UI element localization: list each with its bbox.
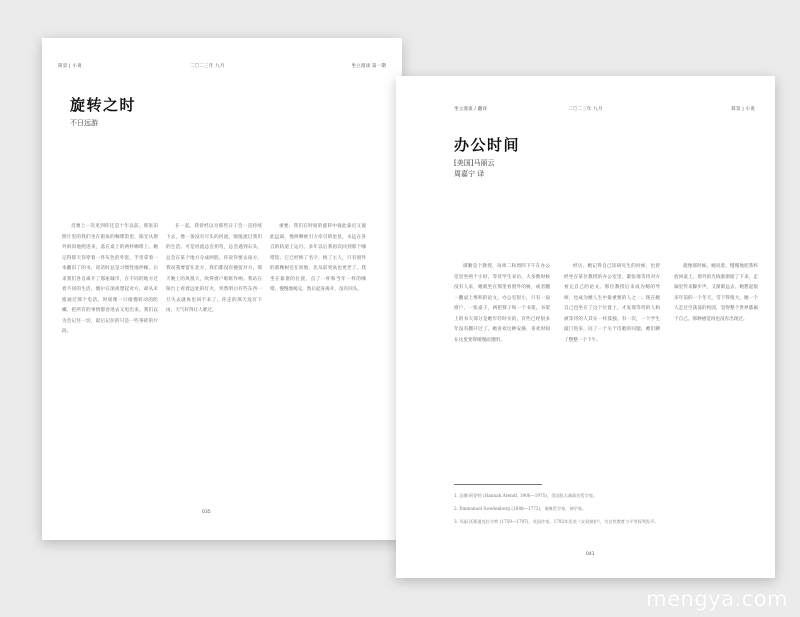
right-column-3-text: 就像那时候。她说着，慢慢地把茶杯放回桌上。窗外的光线渐渐暗了下来，走廊里传来脚步声，又渐渐远去。她想起很多年前的一个冬天，雪下得很大，她一个人走过空荡荡的校园，觉得整个世界都属于自己。那种感觉再也没有出现过。: [674, 264, 758, 322]
story-author-right: [美国]马丽云: [454, 159, 495, 167]
right-page: [396, 76, 775, 578]
right-header-center: 二〇二三年 九月: [568, 107, 603, 112]
right-header-left: 坐立漫谈 / 翻译: [454, 107, 488, 112]
footnote-3: 3. 玛丽·沃斯通克拉夫特 (1759—1797)，英国作家，1792年发表《女权辩护》，为女性教育与平等权利发声。: [454, 519, 659, 524]
footnote-2: 2. Emmanuel Swedenborg (1688—1772)，瑞典哲学家、神学家。: [454, 506, 587, 511]
story-title: 旋转之时: [70, 96, 137, 114]
left-header-center: 二〇二三年 九月: [190, 64, 225, 69]
right-column-1: [454, 262, 550, 438]
left-column-2-text: 在一起。我曾经以为那些日子会一直持续下去，像一条没有尽头的河流，缓缓流过我们的生活。可是河流总会拐弯，总会遇到石头，总会在某个地方分成两股。你说你要去南方，我说我要留在北方，我们都没有挽留对方。那天晚上的风很大，吹得窗户哐哐作响。我站在阳台上看着远处的灯火，突然明白有些东西一旦失去就再也回不来了。你走的那天没有下雨，天气好得让人难过。: [166, 224, 262, 313]
right-page-number: 041: [586, 552, 595, 557]
watermark: mengya.com: [646, 587, 788, 611]
left-column-1: [62, 222, 158, 506]
right-column-3: [674, 262, 758, 436]
footnote-1: 1. 汉娜·阿伦特 (Hannah Arendt, 1906—1975)，美国犹太裔政治哲学家。: [454, 493, 598, 498]
right-header-right: 简景 | 小说: [731, 107, 755, 112]
story-translator: 周嘉宁 译: [454, 170, 485, 178]
right-column-2: [564, 262, 660, 476]
left-page: [42, 38, 402, 540]
left-column-3-text: 重要。我们在时间的旋转中彼此靠近又彼此远离，像两颗被引力牵引的星星，永远在各自的轨道上运行。多年以后我再次回到那个咖啡馆，它已经换了名字，换了主人，只有窗外的那棵树还在原地，比从前更高也更老了。我坐在靠窗的位置，点了一杯和当年一样的咖啡，慢慢地喝完，然后起身离开，没有回头。: [270, 224, 366, 292]
left-page-number: 035: [202, 510, 211, 515]
right-page-header: [396, 76, 775, 112]
left-column-3: [270, 222, 366, 464]
right-column-2-text: 经历。她记得自己读研究生的时候，也曾经坐在某位教授的办公室里，紧张地等待对方看完自己的论文。那位教授后来成为她的导师，也成为她人生中最重要的人之一。现在她自己也坐在了这个位置上，才发现等待的人和被等待的人其实一样孤独。有一次，一个学生敲门进来，问了一个关于诗歌的问题，她们聊了整整一个下午。: [564, 264, 660, 343]
left-column-1-text: 肖雅上一次见到你还是十年以前。那张旧照片里的我们坐在街角的咖啡馆里，阳光从窗外斜斜地照进来，落在桌上的两杯咖啡上。她记得那天你穿着一件灰色的外套，手里拿着一本翻旧了的书，说话时总是习惯性地停顿。后来我们各自离开了那座城市，在不同的地方过着不同的生活，偶尔在深夜想起对方，却从未拨通过那个电话。时间像一只缓慢转动的陀螺，把所有的事情都卷进去又甩出来。我们以为会记住一切，最后记住的只是一些零碎的片段。: [62, 224, 158, 334]
left-header-right: 坐立漫谈 第一期: [351, 64, 386, 69]
left-page-header: [42, 38, 402, 69]
story-title-right: 办公时间: [454, 136, 521, 154]
left-column-2: [166, 222, 262, 484]
story-author: 不日远游: [70, 119, 98, 127]
left-header-left: 简景 | 小说: [58, 64, 82, 69]
right-column-1-text: 谭勤是个教授，每周二和周四下午在办公室里坐两个小时，等待学生来访。大多数时候没有人来，她就坐在那里看窗外的树，或者翻一翻桌上堆积的论文。办公室很小，只有一扇窗户，一张桌子，两把椅子和一个书架。书架上的书大部分是她年轻时买的，有些已经很多年没有翻开过了。她喜欢这种安静，喜欢时间在这里变得缓慢而透明。: [454, 264, 550, 343]
footnote-rule: [454, 484, 542, 485]
